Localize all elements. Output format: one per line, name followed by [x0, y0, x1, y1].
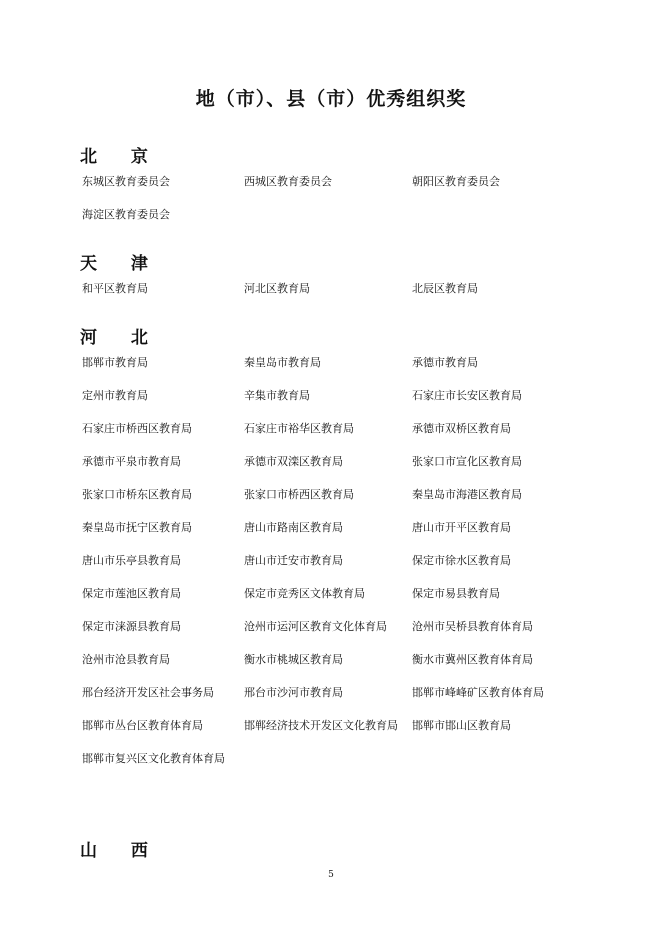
org-item: 保定市易县教育局: [412, 587, 500, 600]
org-item: 衡水市桃城区教育局: [244, 653, 343, 666]
org-item: 邢台市沙河市教育局: [244, 686, 343, 699]
org-item: 唐山市开平区教育局: [412, 521, 511, 534]
org-item: 沧州市吴桥县教育体育局: [412, 620, 533, 633]
page-title: 地（市）、县（市）优秀组织奖: [195, 88, 467, 110]
org-item: 河北区教育局: [244, 282, 310, 295]
org-item: 石家庄市裕华区教育局: [244, 422, 354, 435]
org-item: 秦皇岛市教育局: [244, 356, 321, 369]
org-item: 承德市双滦区教育局: [244, 455, 343, 468]
org-item: 唐山市路南区教育局: [244, 521, 343, 534]
org-item: 沧州市沧县教育局: [82, 653, 170, 666]
org-item: 承德市教育局: [412, 356, 478, 369]
org-item: 秦皇岛市海港区教育局: [412, 488, 522, 501]
section-heading-beijing: 北 京: [80, 147, 162, 167]
org-item: 唐山市乐亭县教育局: [82, 554, 181, 567]
org-item: 秦皇岛市抚宁区教育局: [82, 521, 192, 534]
org-item: 衡水市冀州区教育体育局: [412, 653, 533, 666]
org-item: 定州市教育局: [82, 389, 148, 402]
org-item: 邯郸市丛台区教育体育局: [82, 719, 203, 732]
org-item: 邯郸市教育局: [82, 356, 148, 369]
org-item: 保定市竞秀区文体教育局: [244, 587, 365, 600]
org-item: 张家口市桥西区教育局: [244, 488, 354, 501]
section-heading-hebei: 河 北: [80, 328, 162, 348]
org-item: 保定市徐水区教育局: [412, 554, 511, 567]
org-item: 承德市平泉市教育局: [82, 455, 181, 468]
org-item: 西城区教育委员会: [244, 175, 332, 188]
org-item: 石家庄市桥西区教育局: [82, 422, 192, 435]
org-item: 和平区教育局: [82, 282, 148, 295]
org-item: 沧州市运河区教育文化体育局: [244, 620, 387, 633]
section-heading-shanxi: 山 西: [80, 841, 162, 861]
org-list-beijing: [82, 174, 582, 240]
section-heading-tianjin: 天 津: [80, 254, 162, 274]
org-list-tianjin: [82, 281, 582, 314]
org-list-hebei: [82, 355, 582, 784]
org-item: 朝阳区教育委员会: [412, 175, 500, 188]
org-item: 唐山市迁安市教育局: [244, 554, 343, 567]
org-item: 保定市莲池区教育局: [82, 587, 181, 600]
org-item: 石家庄市长安区教育局: [412, 389, 522, 402]
org-item: 保定市涞源县教育局: [82, 620, 181, 633]
org-item: 张家口市桥东区教育局: [82, 488, 192, 501]
org-item: 张家口市宣化区教育局: [412, 455, 522, 468]
org-item: 东城区教育委员会: [82, 175, 170, 188]
page-number: 5: [328, 870, 334, 880]
org-item: 邯郸市邯山区教育局: [412, 719, 511, 732]
org-item: 邢台经济开发区社会事务局: [82, 686, 214, 699]
org-item: 邯郸市复兴区文化教育体育局: [82, 752, 225, 765]
org-item: 海淀区教育委员会: [82, 208, 170, 221]
org-item: 辛集市教育局: [244, 389, 310, 402]
org-item: 北辰区教育局: [412, 282, 478, 295]
org-item: 邯郸市峰峰矿区教育体育局: [412, 686, 544, 699]
org-item: 承德市双桥区教育局: [412, 422, 511, 435]
org-item: 邯郸经济技术开发区文化教育局: [244, 719, 398, 732]
